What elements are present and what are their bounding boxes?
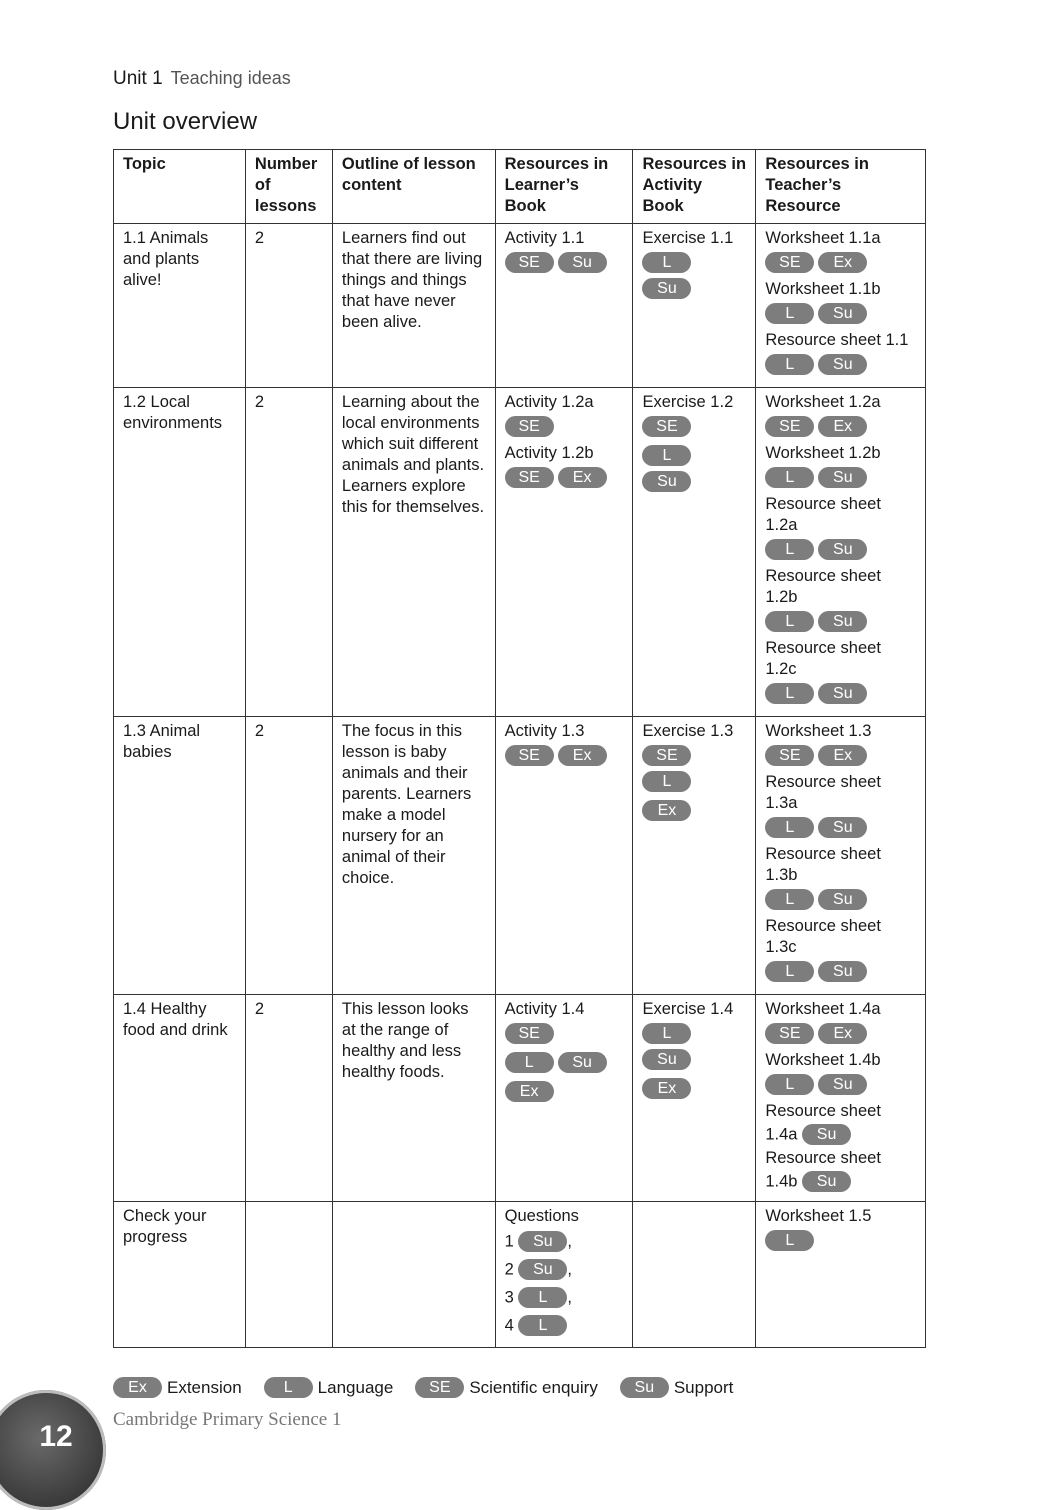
- legend-item: [415, 1377, 598, 1398]
- topic-cell: 1.1 Animals and plants alive!: [114, 224, 246, 388]
- tag-badge: L: [505, 1052, 554, 1073]
- tag-group: [765, 681, 916, 707]
- resource-item: [765, 1050, 916, 1098]
- teacher-resource-cell: [756, 717, 926, 995]
- resource-item: [765, 999, 916, 1047]
- resource-item: [505, 443, 624, 491]
- legend-item: [264, 1377, 394, 1398]
- tag-badge: Ex: [818, 252, 867, 273]
- questions-label: Questions: [504, 1207, 579, 1225]
- resource-item: [765, 443, 916, 491]
- tag-group: [765, 414, 916, 440]
- teacher-resource-cell: [756, 388, 926, 717]
- learner-book-cell: [495, 388, 633, 717]
- resource-label: Exercise 1.4: [642, 1000, 734, 1018]
- tag-group: [642, 1021, 746, 1073]
- tag-group: [765, 1228, 916, 1254]
- tag-badge: L: [765, 961, 814, 982]
- learner-book-cell: [495, 717, 633, 995]
- legend-item: [620, 1377, 734, 1398]
- tag-badge: L: [642, 445, 691, 466]
- tag-group: [642, 743, 746, 795]
- tag-badge: L: [642, 771, 691, 792]
- tag-badge: L: [765, 683, 814, 704]
- topic-cell: 1.3 Animal babies: [114, 717, 246, 995]
- column-header: Number of lessons: [245, 150, 332, 224]
- table-row: [114, 224, 926, 388]
- tag-group: [642, 443, 746, 495]
- tag-badge: Su: [818, 961, 867, 982]
- resource-item: [505, 392, 624, 440]
- tag-badge: L: [765, 1074, 814, 1095]
- resource-label: Worksheet 1.2b: [765, 444, 881, 462]
- topic-cell: 1.4 Healthy food and drink: [114, 995, 246, 1202]
- tag-group: [765, 887, 916, 913]
- tag-badge: Su: [818, 817, 867, 838]
- activity-book-cell: [633, 995, 756, 1202]
- tag-badge: Su: [518, 1259, 567, 1280]
- activity-book-cell: [633, 388, 756, 717]
- lessons-cell: [245, 1202, 332, 1348]
- tag-badge: L: [765, 539, 814, 560]
- resource-item: [765, 1101, 916, 1148]
- tag-group: [765, 465, 916, 491]
- tag-group: [765, 250, 916, 276]
- tag-group: [642, 798, 746, 824]
- resource-item: [505, 721, 624, 769]
- column-header: Resources in Teacher’s Resource: [756, 150, 926, 224]
- activity-book-cell: [633, 717, 756, 995]
- resource-label: Resource sheet 1.3c: [765, 917, 881, 956]
- resource-label: Worksheet 1.1a: [765, 229, 881, 247]
- resource-item: [765, 916, 916, 985]
- footer-title: Cambridge Primary Science 1: [113, 1409, 342, 1430]
- activity-book-cell: [633, 1202, 756, 1348]
- lessons-cell: 2: [245, 717, 332, 995]
- running-header: [113, 68, 291, 90]
- resource-item: [765, 494, 916, 563]
- tag-group: [642, 1076, 746, 1102]
- resource-item: [765, 392, 916, 440]
- resource-label: Worksheet 1.2a: [765, 393, 881, 411]
- resource-item: [765, 1206, 916, 1254]
- resource-item: [765, 330, 916, 378]
- resource-label: Activity 1.1: [504, 229, 585, 247]
- tag-badge: Su: [802, 1124, 851, 1145]
- tag-badge: Su: [558, 252, 607, 273]
- table-row: [114, 995, 926, 1202]
- tag-badge: Ex: [642, 1078, 691, 1099]
- resource-label: Resource sheet 1.2b: [765, 567, 881, 606]
- resource-item: [642, 228, 746, 302]
- tag-group: [505, 1021, 624, 1047]
- tag-badge: Su: [642, 1049, 691, 1070]
- tag-group: [765, 743, 916, 769]
- tag-badge: Ex: [558, 467, 607, 488]
- tag-badge: Su: [558, 1052, 607, 1073]
- question-item: [505, 1313, 624, 1339]
- tag-badge: SE: [505, 745, 554, 766]
- tag-badge: Su: [818, 539, 867, 560]
- resource-item: [765, 279, 916, 327]
- tag-badge: Ex: [818, 416, 867, 437]
- question-separator: ,: [567, 1288, 573, 1307]
- question-number: 2: [504, 1260, 514, 1279]
- tag-group: [505, 250, 624, 276]
- unit-label: Unit 1: [113, 68, 163, 89]
- tag-badge: SE: [765, 252, 814, 273]
- resource-item: [642, 721, 746, 824]
- resource-label: Worksheet 1.4b: [765, 1051, 881, 1069]
- column-header: Outline of lesson content: [332, 150, 495, 224]
- tag-badge: SE: [765, 416, 814, 437]
- resource-item: [505, 999, 624, 1105]
- resource-label: Resource sheet 1.3a: [765, 773, 881, 812]
- resource-item: [765, 721, 916, 769]
- outline-cell: [332, 1202, 495, 1348]
- page-number: 12: [39, 1420, 73, 1453]
- legend-label: Language: [317, 1377, 394, 1397]
- activity-book-cell: [633, 224, 756, 388]
- tag-group: [765, 1072, 916, 1098]
- outline-cell: This lesson looks at the range of healthy and less healthy foods.: [332, 995, 495, 1202]
- resource-item: [642, 392, 746, 495]
- tag-badge: L: [765, 1230, 814, 1251]
- resource-label: Worksheet 1.1b: [765, 280, 881, 298]
- tag-badge: L: [765, 817, 814, 838]
- column-header: Topic: [114, 150, 246, 224]
- resource-item: [505, 228, 624, 276]
- lessons-cell: 2: [245, 995, 332, 1202]
- resource-label: Exercise 1.3: [642, 722, 734, 740]
- tag-group: [642, 250, 746, 302]
- question-item: [505, 1229, 624, 1255]
- tag-badge: Su: [802, 1171, 851, 1192]
- tag-group: [765, 815, 916, 841]
- resource-label: Resource sheet 1.2a: [765, 495, 881, 534]
- resource-label: Exercise 1.1: [642, 229, 734, 247]
- resource-label: Resource sheet 1.3b: [765, 845, 881, 884]
- resource-label: Exercise 1.2: [642, 393, 734, 411]
- tag-group: [505, 1079, 624, 1105]
- resource-label: Activity 1.2b: [504, 444, 594, 462]
- tag-group: [765, 537, 916, 563]
- resource-label: Resource sheet 1.2c: [765, 639, 881, 678]
- tag-badge: SE: [765, 745, 814, 766]
- question-number: 1: [504, 1232, 514, 1251]
- question-separator: ,: [567, 1260, 573, 1279]
- tag-group: [505, 1050, 624, 1076]
- tag-badge: Su: [818, 611, 867, 632]
- tag-group: [505, 465, 624, 491]
- tag-group: [505, 743, 624, 769]
- tag-badge: L: [518, 1315, 567, 1336]
- teacher-resource-cell: [756, 1202, 926, 1348]
- outline-cell: The focus in this lesson is baby animals and their parents. Learners make a model nursery for an animal of their choice.: [332, 717, 495, 995]
- tag-badge: SE: [505, 416, 554, 437]
- resource-label: Resource sheet 1.4a: [765, 1102, 881, 1144]
- tag-badge: Su: [518, 1231, 567, 1252]
- tag-badge: Su: [818, 683, 867, 704]
- tag-badge: Su: [818, 1074, 867, 1095]
- lessons-cell: 2: [245, 224, 332, 388]
- topic-cell: Check your progress: [114, 1202, 246, 1348]
- learner-book-cell: [495, 224, 633, 388]
- tag-badge: Su: [818, 889, 867, 910]
- outline-cell: Learners find out that there are living things and things that have never been alive.: [332, 224, 495, 388]
- tag-badge: Ex: [113, 1377, 162, 1398]
- question-item: [505, 1257, 624, 1283]
- tag-group: [765, 1021, 916, 1047]
- tag-badge: Su: [818, 354, 867, 375]
- question-separator: ,: [567, 1232, 573, 1251]
- question-item: [505, 1285, 624, 1311]
- outline-cell: Learning about the local environments which suit different animals and plants. Learners explore this for themselves.: [332, 388, 495, 717]
- tag-group: [765, 609, 916, 635]
- tag-badge: Ex: [642, 800, 691, 821]
- resource-label: Worksheet 1.5: [765, 1207, 872, 1225]
- table-header-row: [114, 150, 926, 224]
- tag-badge: L: [765, 303, 814, 324]
- tag-group: [765, 959, 916, 985]
- table-row: [114, 1202, 926, 1348]
- section-label: Teaching ideas: [170, 68, 291, 88]
- tag-badge: Su: [818, 467, 867, 488]
- tag-badge: L: [765, 467, 814, 488]
- table-row: [114, 388, 926, 717]
- tag-badge: SE: [505, 252, 554, 273]
- tag-badge: SE: [505, 467, 554, 488]
- teacher-resource-cell: [756, 995, 926, 1202]
- resource-item: [642, 999, 746, 1102]
- legend-label: Support: [673, 1377, 734, 1397]
- tag-badge: L: [765, 611, 814, 632]
- resource-item: [765, 1148, 916, 1195]
- resource-label: Worksheet 1.4a: [765, 1000, 881, 1018]
- topic-cell: 1.2 Local environments: [114, 388, 246, 717]
- tag-group: [505, 414, 624, 440]
- tag-badge: Su: [620, 1377, 669, 1398]
- learner-book-cell: [495, 995, 633, 1202]
- resource-item: [765, 228, 916, 276]
- tag-badge: L: [518, 1287, 567, 1308]
- table-row: [114, 717, 926, 995]
- question-number: 4: [504, 1316, 514, 1335]
- resource-item: [765, 844, 916, 913]
- resource-label: Activity 1.3: [504, 722, 585, 740]
- tag-badge: Ex: [818, 1023, 867, 1044]
- tag-badge: SE: [415, 1377, 464, 1398]
- resource-item: [765, 566, 916, 635]
- legend-label: Scientific enquiry: [469, 1377, 598, 1397]
- resource-label: Resource sheet 1.4b: [765, 1149, 881, 1191]
- legend: [113, 1377, 755, 1398]
- resource-label: Resource sheet 1.1: [765, 331, 909, 349]
- legend-item: [113, 1377, 242, 1398]
- tag-badge: L: [765, 889, 814, 910]
- teacher-resource-cell: [756, 224, 926, 388]
- tag-badge: Ex: [558, 745, 607, 766]
- tag-badge: Su: [642, 278, 691, 299]
- resource-label: Worksheet 1.3: [765, 722, 872, 740]
- unit-overview-table: [113, 149, 926, 1348]
- resource-item: [765, 638, 916, 707]
- tag-badge: Su: [818, 303, 867, 324]
- question-number: 3: [504, 1288, 514, 1307]
- tag-badge: SE: [505, 1023, 554, 1044]
- tag-group: [642, 414, 746, 440]
- column-header: Resources in Activity Book: [633, 150, 756, 224]
- tag-badge: SE: [642, 745, 691, 766]
- tag-badge: SE: [765, 1023, 814, 1044]
- lessons-cell: 2: [245, 388, 332, 717]
- tag-badge: Ex: [505, 1081, 554, 1102]
- tag-group: [765, 301, 916, 327]
- resource-item: [765, 772, 916, 841]
- resource-label: Activity 1.2a: [504, 393, 594, 411]
- tag-badge: Ex: [818, 745, 867, 766]
- tag-badge: Su: [642, 471, 691, 492]
- tag-badge: L: [642, 252, 691, 273]
- column-header: Resources in Learner’s Book: [495, 150, 633, 224]
- legend-label: Extension: [167, 1377, 242, 1397]
- tag-badge: L: [264, 1377, 313, 1398]
- tag-badge: L: [765, 354, 814, 375]
- tag-badge: L: [642, 1023, 691, 1044]
- tag-group: [765, 352, 916, 378]
- page-title: Unit overview: [113, 108, 258, 135]
- resource-label: Activity 1.4: [504, 1000, 585, 1018]
- learner-book-cell: [495, 1202, 633, 1348]
- tag-badge: SE: [642, 416, 691, 437]
